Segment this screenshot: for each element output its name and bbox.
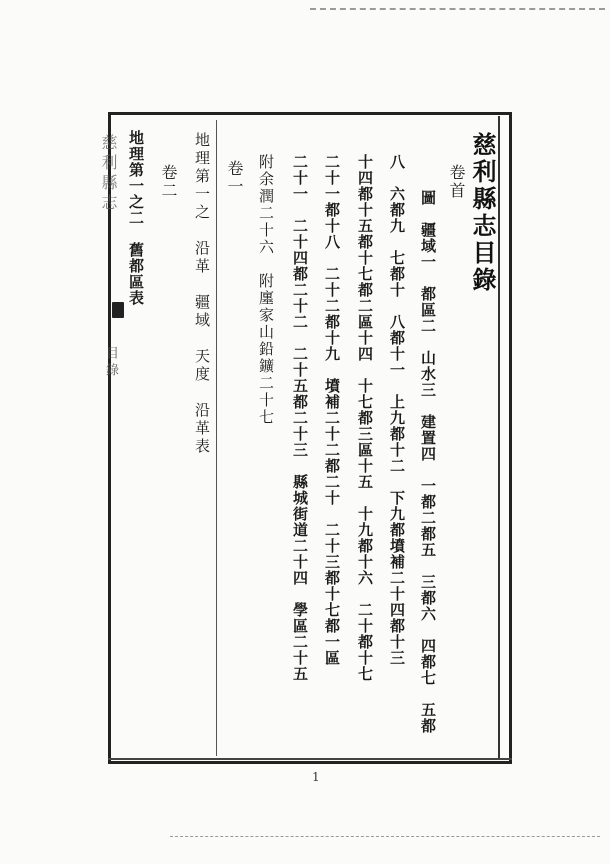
toc-entry-line: 二十一 二十四都二十二 二十五都二十三 縣城街道二十四 學區二十五 — [291, 154, 309, 682]
front-volume-heading: 卷首 — [447, 164, 466, 200]
frame-inner-rule — [498, 116, 500, 760]
volume-2-entry: 地理第一之二 舊都區表 — [127, 130, 145, 306]
column-rule — [216, 120, 217, 756]
page-frame — [108, 112, 512, 764]
scan-edge-mark-top — [310, 8, 605, 10]
volume-1-heading: 卷一 — [225, 160, 244, 196]
ink-block-mark — [112, 302, 124, 318]
frame-bottom-rule — [108, 758, 512, 760]
toc-entry-line: 八 六都九 七都十 八都十一 上九都十二 下九都墳補二十四都十三 — [388, 154, 406, 666]
toc-entry-line: 十四都十五都十七都二區十四 十七都三區十五 十九都十六 二十都十七 — [356, 154, 374, 682]
volume-2-heading: 卷二 — [159, 164, 178, 200]
toc-entry-line: 二十一都十八 二十二都十九 墳補二十二都二十 二十三都十七都一區 — [323, 154, 341, 666]
toc-entry-line: 圖 疆域一 都區二 山水三 建置四 一都二都五 三都六 四都七 五都 — [419, 190, 437, 734]
scan-edge-mark-bottom — [170, 836, 600, 837]
page-number: 1 — [312, 770, 320, 784]
toc-entry-line: 附余潤二十六 附廛家山鉛鑛二十七 — [257, 154, 275, 426]
document-title: 慈利縣志目錄 — [468, 132, 497, 294]
margin-book-title: 慈利縣志 — [99, 134, 118, 214]
volume-1-entry: 地理第一之 沿革 疆域 天度 沿革表 — [193, 132, 211, 456]
margin-section-label: 目錄 — [103, 346, 118, 380]
